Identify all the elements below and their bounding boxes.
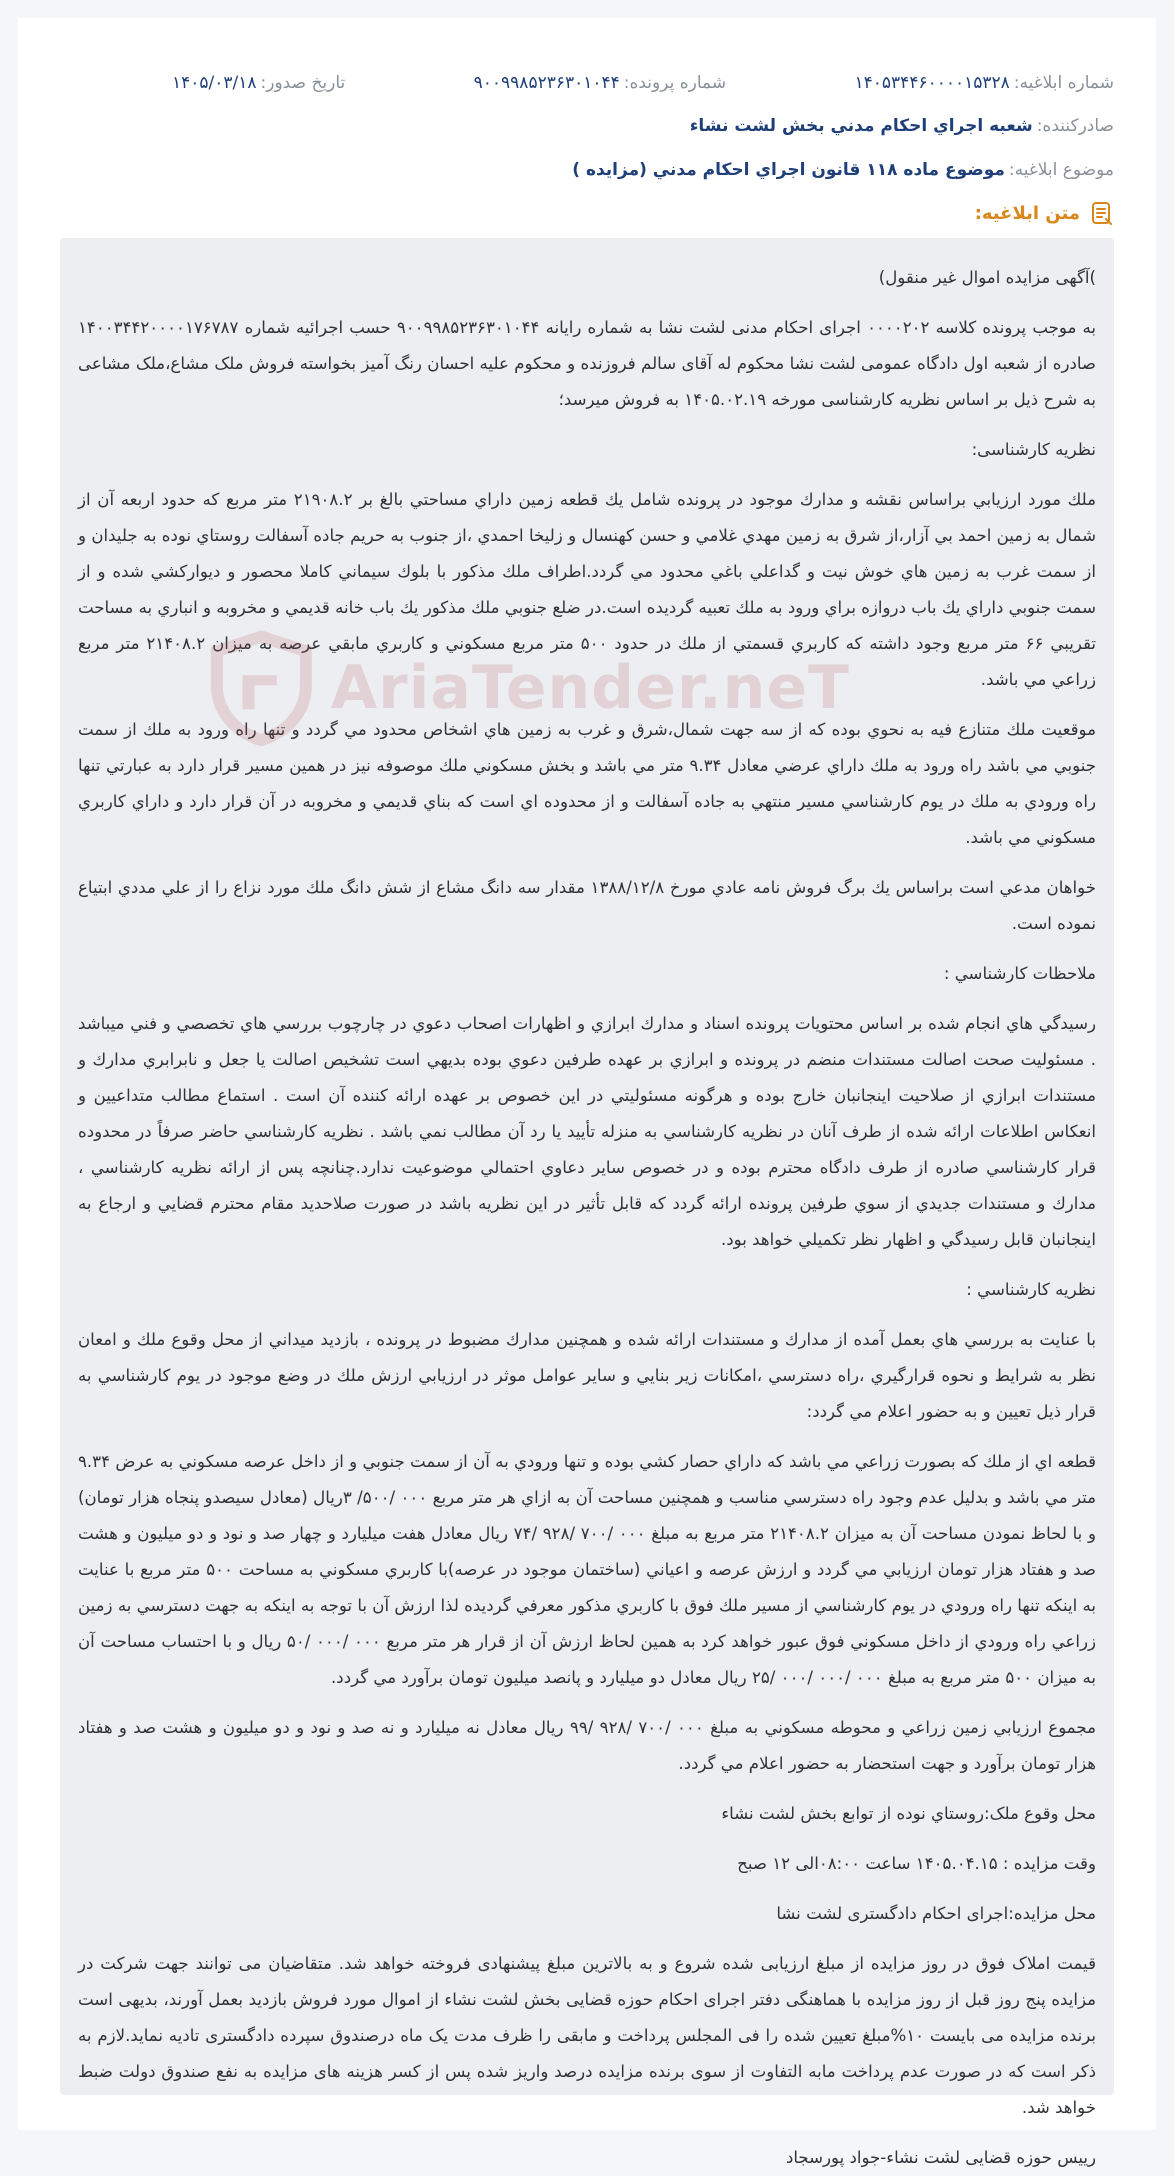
body-paragraph: نظريه كارشناسي : xyxy=(966,1280,1096,1299)
body-paragraph: ملاحظات كارشناسي : xyxy=(943,964,1096,983)
body-paragraph: ملك مورد ارزيابي براساس نقشه و مدارك موجود در پرونده شامل يك قطعه زمين داراي مساحتي بالغ بر ۲۱۹۰۸.۲ متر مربع كه حدود اربعه آن از شمال به زمين احمد بي آزار،از شرق به زمين مهدي غلامي و حسن كهنسال و زليخا احمدي ،از جنوب به حريم جاده آسفالت روستاي نوده به جليدان و از سمت غرب به زمين هاي خوش نيت و گداعلي باغي محدود مي گردد.اطراف ملك مذكور با بلوك سيماني كاملا محصور و ديواركشي شده و از سمت جنوبي داراي يك باب دروازه براي ورود به ملك تعبيه گرديده است.در ضلع جنوبي ملك مذكور يك باب خانه قديمي و مخروبه و انباري به مساحت تقريبي ۶۶ متر مربع وجود داشته كه كاربري قسمتي از ملك در حدود ۵۰۰ متر مربع مسكوني و كاربري مابقي عرصه به ميزان ۲۱۴۰۸.۲ متر مربع زراعي مي باشد. xyxy=(78,490,1096,689)
subject-row xyxy=(572,153,1114,187)
body-paragraph: رسيدگي هاي انجام شده بر اساس محتويات پرونده اسناد و مدارك ابرازي و اظهارات اصحاب دعوي در چارچوب بررسي هاي تخصصي و فني ميباشد . مسئوليت صحت اصالت مستندات منضم در پرونده و ابرازي بر عهده طرفين دعوي بوده بديهي است تشخيص اصالت يا جعل و نابرابري مدارك و مستندات ابرازي از صلاحيت اينجانبان خارج بوده و هرگونه مسئوليتي در اين خصوص بر عهده ارائه كننده آن است . استماع مطالب متداعيين و انعكاس اطلاعات ارائه شده از طرف آنان در نظريه كارشناسي به منزله تأييد يا رد آن مطالب نمي باشد . نظريه كارشناسي حاضر صرفاً در محدوده قرار كارشناسي صادره از طرف دادگاه محترم بوده و در خصوص ساير دعاوي احتمالي موضوعيت ندارد.چنانچه پس از ارائه نظريه كارشناسي ، مدارك و مستندات جديدي از سوي طرفين پرونده ارائه گردد كه قابل تأثير در اين نظريه باشد در صورت صلاحديد مقام محترم قضايي و ارجاع به اينجانبان قابل رسيدگي و اظهار نظر تكميلي خواهد بود. xyxy=(78,1014,1096,1249)
body-paragraph-heading: )آگهی مزایده اموال غیر منقول) xyxy=(878,268,1096,287)
document-icon xyxy=(1088,200,1114,226)
body-paragraph: نظریه کارشناسی: xyxy=(971,440,1096,459)
subject-value: موضوع ماده ۱۱۸ قانون اجراي احکام مدني (مزايده ) xyxy=(572,160,1005,180)
issuer-label: صادرکننده: xyxy=(1036,116,1114,136)
body-paragraph: مجموع ارزيابي زمين زراعي و محوطه مسكوني به مبلغ ۰۰۰ /۷۰۰ /۹۲۸ /۹۹ ريال معادل نه ميليارد و نه صد و نود و دو ميليون و هشت صد و هفتاد هزار تومان برآورد و جهت استحضار به حضور اعلام مي گردد. xyxy=(78,1718,1096,1773)
issue-date-label: تاریخ صدور: xyxy=(260,73,346,93)
meta-row-numbers xyxy=(60,66,1114,100)
notice-number-label: شماره ابلاغیه: xyxy=(1013,73,1114,93)
file-number-label: شماره پرونده: xyxy=(623,73,727,93)
watermark-text: AriaTender.neT xyxy=(330,653,850,723)
notice-body xyxy=(60,238,1114,2167)
body-paragraph: با عنايت به بررسي هاي بعمل آمده از مدارك و مستندات ارائه شده و همچنين مدارك مضبوط در پرونده ، بازديد ميداني از محل وقوع ملك و امعان نظر به شرايط و نحوه قرارگيري ،راه دسترسي ،امكانات زير بنايي و ساير عوامل موثر در ارزيابي ارزش ملك در وضع موجود در يوم كارشناسي به قرار ذيل تعيين و به حضور اعلام مي گردد: xyxy=(78,1330,1096,1421)
body-paragraph: قطعه اي از ملك كه بصورت زراعي مي باشد كه داراي حصار كشي بوده و تنها ورودي به آن از سمت جنوبي و از داخل عرصه مسكوني به عرض ۹.۳۴ متر مي باشد و بدليل عدم وجود راه دسترسي مناسب و همچنين مساحت آن به ازاي هر متر مربع ۰۰۰ /۵۰۰/ ۳ريال (معادل سيصدو پنجاه هزار تومان) و با لحاظ نمودن مساحت آن به ميزان ۲۱۴۰۸.۲ متر مربع به مبلغ ۰۰۰ /۷۰۰ /۹۲۸ /۷۴ ريال معادل هفت ميليارد و چهار صد و نود و دو ميليون و هشت صد و هفتاد هزار تومان ارزيابي مي گردد و ارزش عرصه و اعياني (ساختمان موجود در عرصه)با كاربري مسكوني به مساحت ۵۰۰ متر مربع با عنايت به اينكه تنها راه ورودي در يوم كارشناسي از مسير ملك فوق با كاربري مذكور معرفي گرديده لذا ارزش آن با توجه به اينكه به جهت دسترسي به زمين زراعي راه ورودي از داخل مسكوني فوق عبور خواهد كرد به همين لحاظ ارزش آن از قرار هر متر مربع ۰۰۰ /۰۰۰ /۵۰ ريال و با احتساب مساحت آن به ميزان ۵۰۰ متر مربع به مبلغ ۰۰۰ /۰۰۰ /۰۰۰ /۲۵ ريال معادل دو ميليارد و پانصد ميليون تومان برآورد مي گردد. xyxy=(78,1452,1097,1687)
issue-date-value: ۱۴۰۵/۰۳/۱۸ xyxy=(172,73,257,93)
body-signature: رییس حوزه قضایی لشت نشاء-جواد پورسجاد xyxy=(785,2148,1096,2167)
notice-page xyxy=(18,18,1156,2167)
notice-text-heading xyxy=(975,196,1114,230)
file-number-value: ۹۰۰۹۹۸۵۲۳۶۳۰۱۰۴۴ xyxy=(473,73,620,93)
issuer-value: شعبه اجراي احکام مدني بخش لشت نشاء xyxy=(689,116,1033,136)
subject-label: موضوع ابلاغیه: xyxy=(1008,160,1114,180)
issue-date xyxy=(172,73,345,93)
issuer-row xyxy=(690,109,1114,143)
file-number xyxy=(474,73,726,93)
body-paragraph: به موجب پرونده کلاسه ۰۰۰۰۲۰۲ اجرای احکام مدنی لشت نشا به شماره رایانه ۹۰۰۹۹۸۵۲۳۶۳۰۱۰۴۴ حسب اجرائیه شماره ۱۴۰۰۳۴۴۲۰۰۰۰۱۷۶۷۸۷ صادره از شعبه اول دادگاه عمومی لشت نشا محکوم له آقای سالم فروزنده و محکوم علیه احسان رنگ آمیز بخواسته فروش ملک مشاع،ملک مشاعی به شرح ذیل بر اساس نظریه کارشناسی مورخه ۱۴۰۵.۰۲.۱۹ به فروش میرسد؛ xyxy=(78,318,1096,409)
notice-number-value: ۱۴۰۵۳۴۴۶۰۰۰۰۱۵۳۲۸ xyxy=(854,73,1010,93)
body-paragraph-auction-place: محل مزایده:اجرای احکام دادگستری لشت نشا xyxy=(776,1904,1096,1923)
body-paragraph: موقعيت ملك متنازع فيه به نحوي بوده كه از سه جهت شمال،شرق و غرب به زمين هاي اشخاص محدود مي گردد و تنها راه ورود به ملك از سمت جنوبي مي باشد راه ورود به ملك داراي عرضي معادل ۹.۳۴ متر مي باشد و بخش مسكوني ملك موصوفه نيز در همين مسير قرار دارد به عبارتي تنها راه ورودي به ملك در يوم كارشناسي مسير منتهي به جاده آسفالت و از محدوده اي است كه بناي قديمي و مخروبه در آن قرار دارد و داراي كاربري مسكوني مي باشد. xyxy=(78,720,1096,847)
notice-text-title: متن ابلاغیه: xyxy=(974,202,1080,224)
body-paragraph: خواهان مدعي است براساس يك برگ فروش نامه عادي مورخ ۱۳۸۸/۱۲/۸ مقدار سه دانگ مشاع از شش دانگ ملك مورد نزاع را از علي مددي ابتياع نموده است. xyxy=(78,878,1096,933)
body-paragraph: قیمت املاک فوق در روز مزایده از مبلغ ارزیابی شده شروع و به بالاترین مبلغ پیشنهادی فروخته خواهد شد. متقاضیان می توانند جهت شرکت در مزایده پنج روز قبل از روز مزایده با هماهنگی دفتر اجرای احکام حوزه قضایی بخش لشت نشاء از اموال مورد فروش بازدید بعمل آورند، بدیهی است برنده مزایده می بایست ۱۰%مبلغ تعیین شده را فی المجلس پرداخت و مابقی را ظرف مدت یک ماه درصندوق سپرده دادگستری تادیه نماید.لازم به ذکر است که در صورت عدم پرداخت مابه التفاوت از سوی برنده مزایده درصد واریز شده پس از کسر هزینه های مزایده به نفع صندوق دولت ضبط خواهد شد. xyxy=(78,1954,1096,2117)
notice-number xyxy=(855,73,1114,93)
body-paragraph-auction-time: وقت مزایده : ۱۴۰۵.۰۴.۱۵ ساعت ۰۸:۰۰الی ۱۲ صبح xyxy=(737,1854,1096,1873)
body-paragraph-location: محل وقوع ملک:روستاي نوده از توابع بخش لشت نشاء xyxy=(721,1804,1096,1823)
